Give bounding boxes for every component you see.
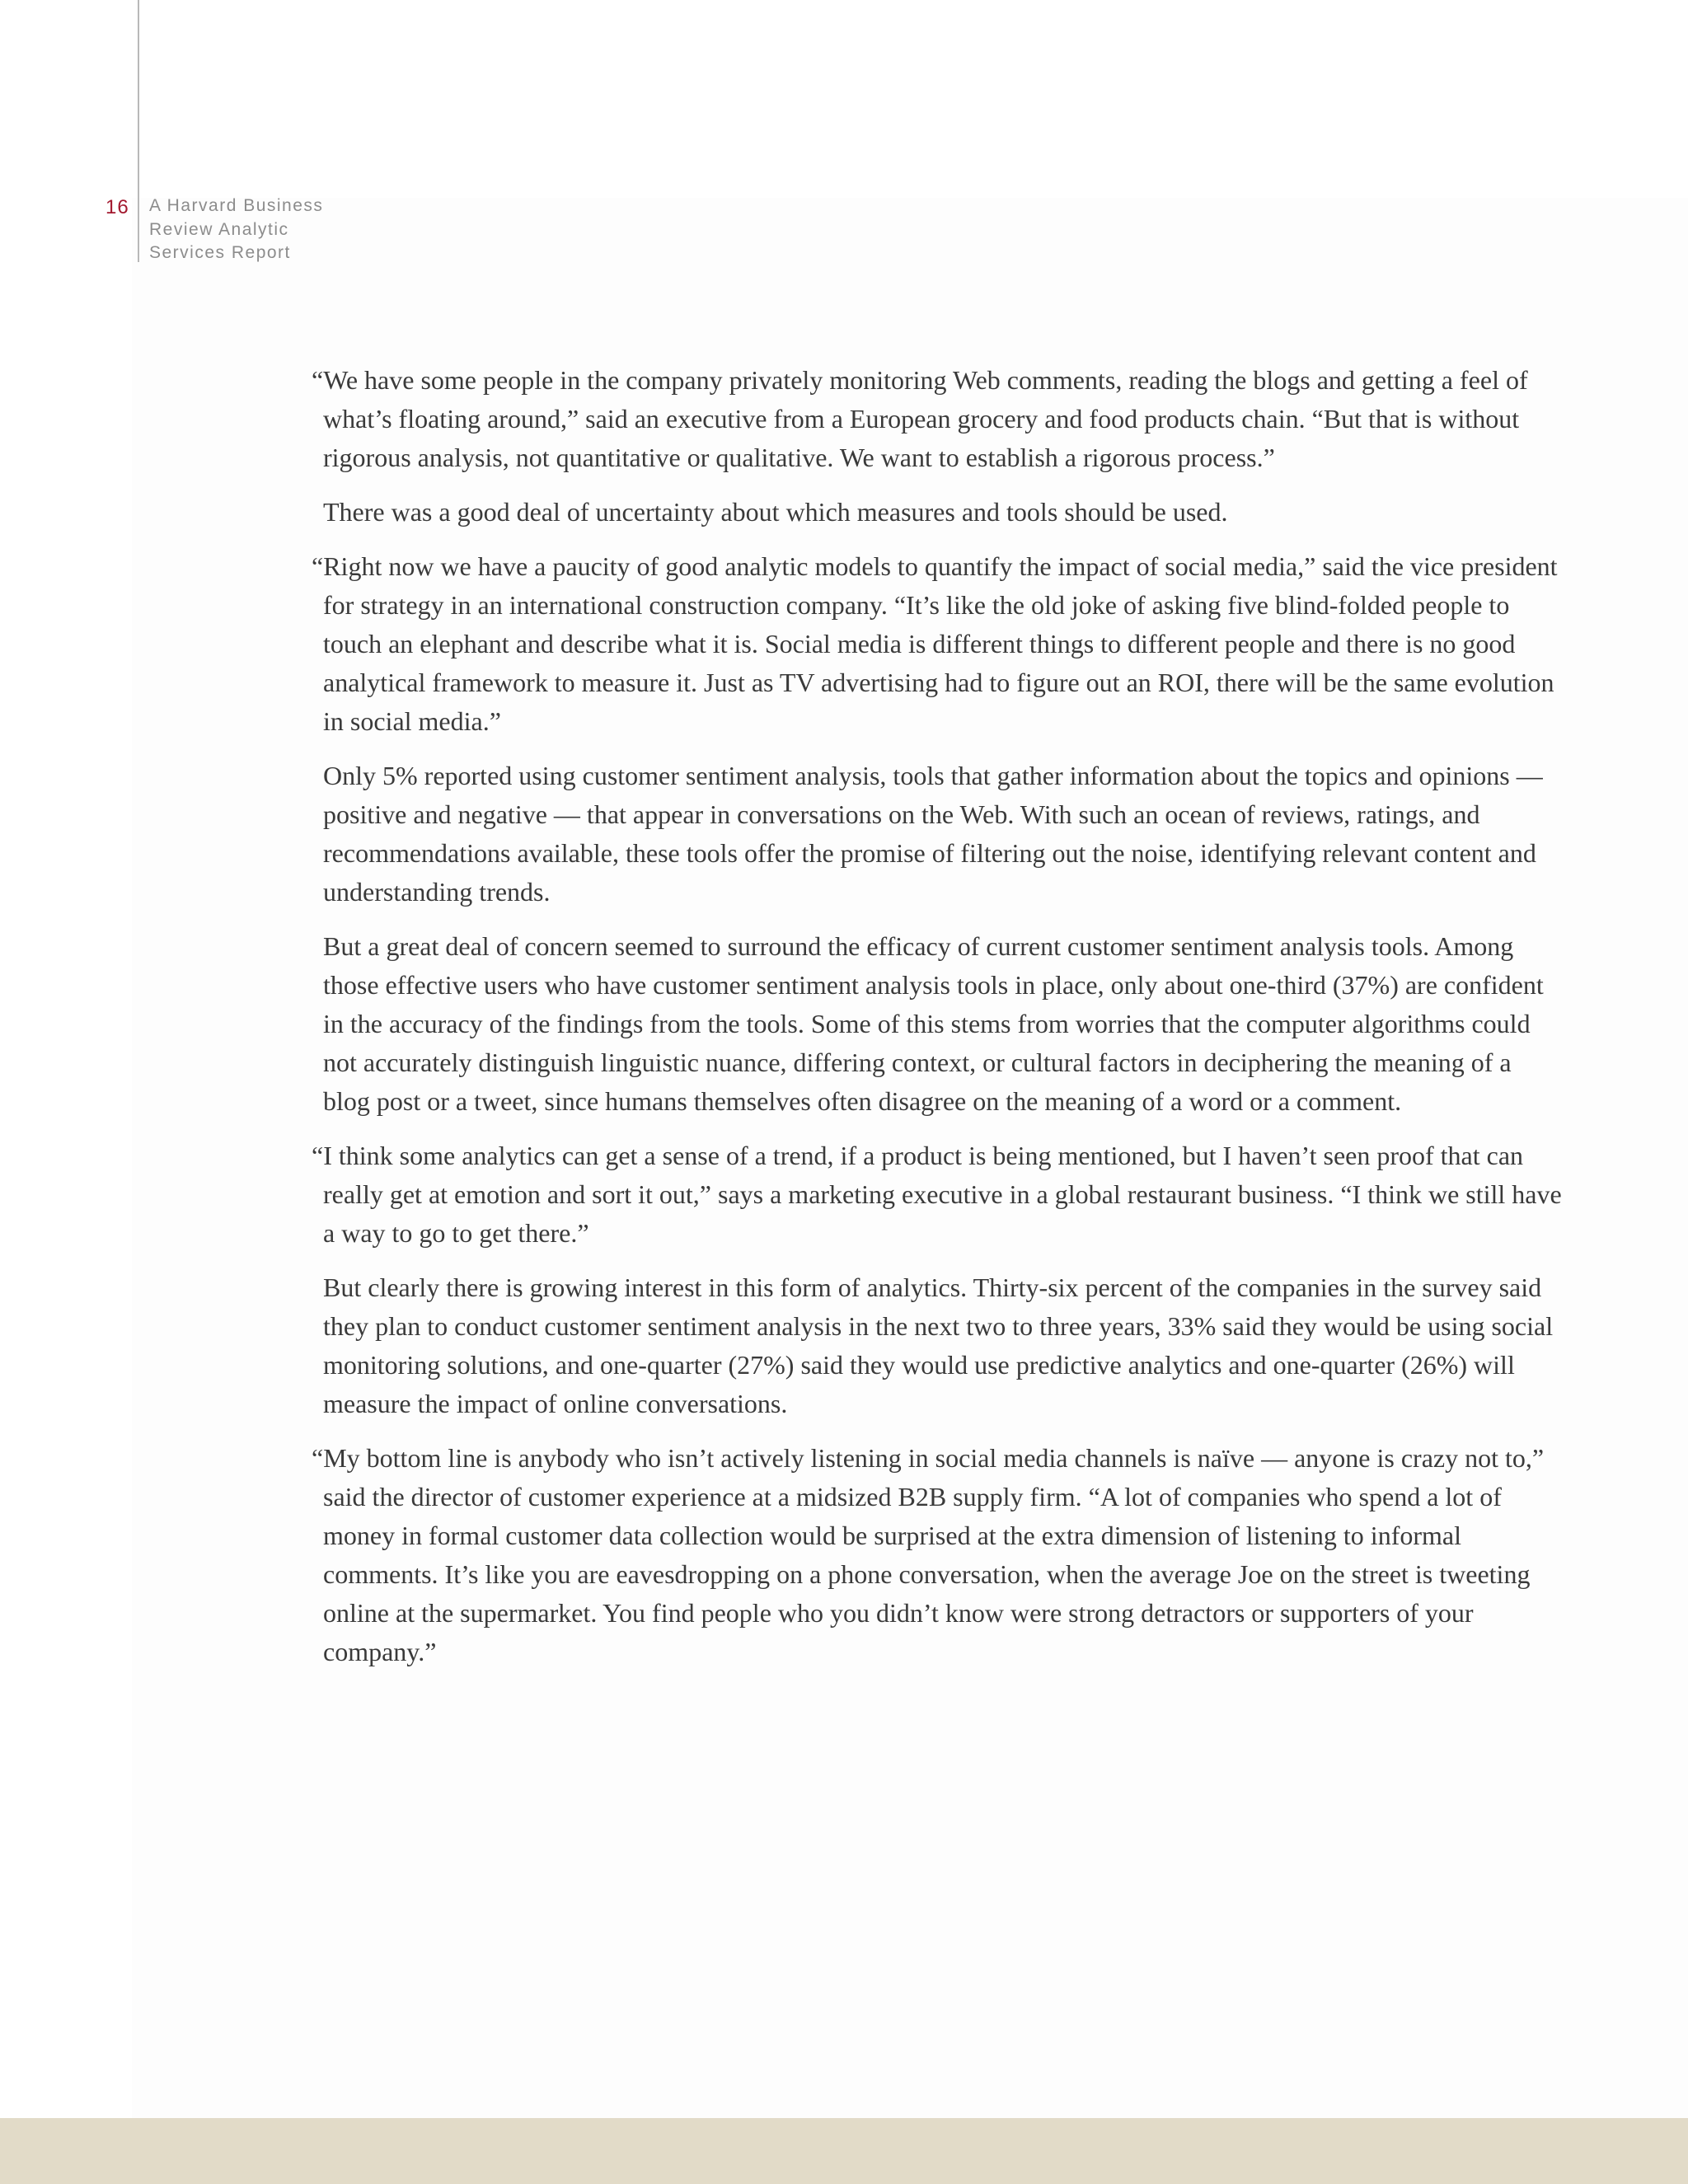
paragraph-construction-quote: “Right now we have a paucity of good analytic models to quantify the impact of social media,” said the vice president for strategy in an international construction company. “It’s like the old joke of asking five blind-folded people to touch an elephant and describe what it is. Social media is different things to different people and there is no good analytical framework to measure it. Just as TV advertising had to figure out an ROI, there will be the same evolution in social media.” xyxy=(312,551,1558,736)
paragraph-efficacy-concern: But a great deal of concern seemed to surround the efficacy of current customer sentiment analysis tools. Among those effective users who have customer sentiment analysis tools in place, only about one-third (37%) are confident in the accuracy of the findings from the tools. Some of this stems from worries that the computer algorithms could not accurately distinguish linguistic nuance, differing context, or cultural factors in deciphering the meaning of a blog post or a tweet, since humans themselves often disagree on the meaning of a word or a comment. xyxy=(323,931,1544,1116)
report-label: A Harvard Business Review Analytic Services Report xyxy=(149,196,324,262)
paragraph-grocery-quote: “We have some people in the company privately monitoring Web comments, reading the blogs and getting a feel of what’s floating around,” said an executive from a European grocery and food products chain. “But that is without rigorous analysis, not quantitative or qualitative. We want to establish a rigorous process.” xyxy=(312,365,1528,472)
margin-rule xyxy=(138,0,139,262)
page-number: 16 xyxy=(106,196,129,218)
paragraph-uncertainty: There was a good deal of uncertainty about which measures and tools should be used. xyxy=(323,497,1228,527)
left-margin-area xyxy=(0,0,132,2118)
paragraph-sentiment-analysis: Only 5% reported using customer sentiment analysis, tools that gather information about the topics and opinions — positive and negative — that appear in conversations on the Web. With such an ocean of reviews, ratings, and recommendations available, these tools offer the promise of filtering out the noise, identifying relevant content and understanding trends. xyxy=(323,761,1543,907)
paragraph-b2b-quote: “My bottom line is anybody who isn’t actively listening in social media channels is naïve — anyone is crazy not to,” said the director of customer experience at a midsized B2B supply firm. “A lot of companies who spend a lot of money in formal customer data collection would be surprised at the extra dimension of listening to informal comments. It’s like you are eavesdropping on a phone conversation, when the average Joe on the street is tweeting online at the supermarket. You find people who you didn’t know were strong detractors or supporters of your company.” xyxy=(312,1443,1545,1666)
paragraph-restaurant-quote: “I think some analytics can get a sense of a trend, if a product is being mentioned, but I haven’t seen proof that can really get at emotion and sort it out,” says a marketing executive in a global restaurant business. “I think we still have a way to go to get there.” xyxy=(312,1141,1562,1248)
paragraph-growing-interest: But clearly there is growing interest in this form of analytics. Thirty-six percent of the companies in the survey said they plan to conduct customer sentiment analysis in the next two to three years, 33% said they would be using social monitoring solutions, and one-quarter (27%) said they would use predictive analytics and one-quarter (26%) will measure the impact of online conversations. xyxy=(323,1272,1554,1418)
article-body xyxy=(312,361,1564,1687)
footer-band xyxy=(0,2118,1688,2184)
page-header-area xyxy=(0,0,1688,198)
